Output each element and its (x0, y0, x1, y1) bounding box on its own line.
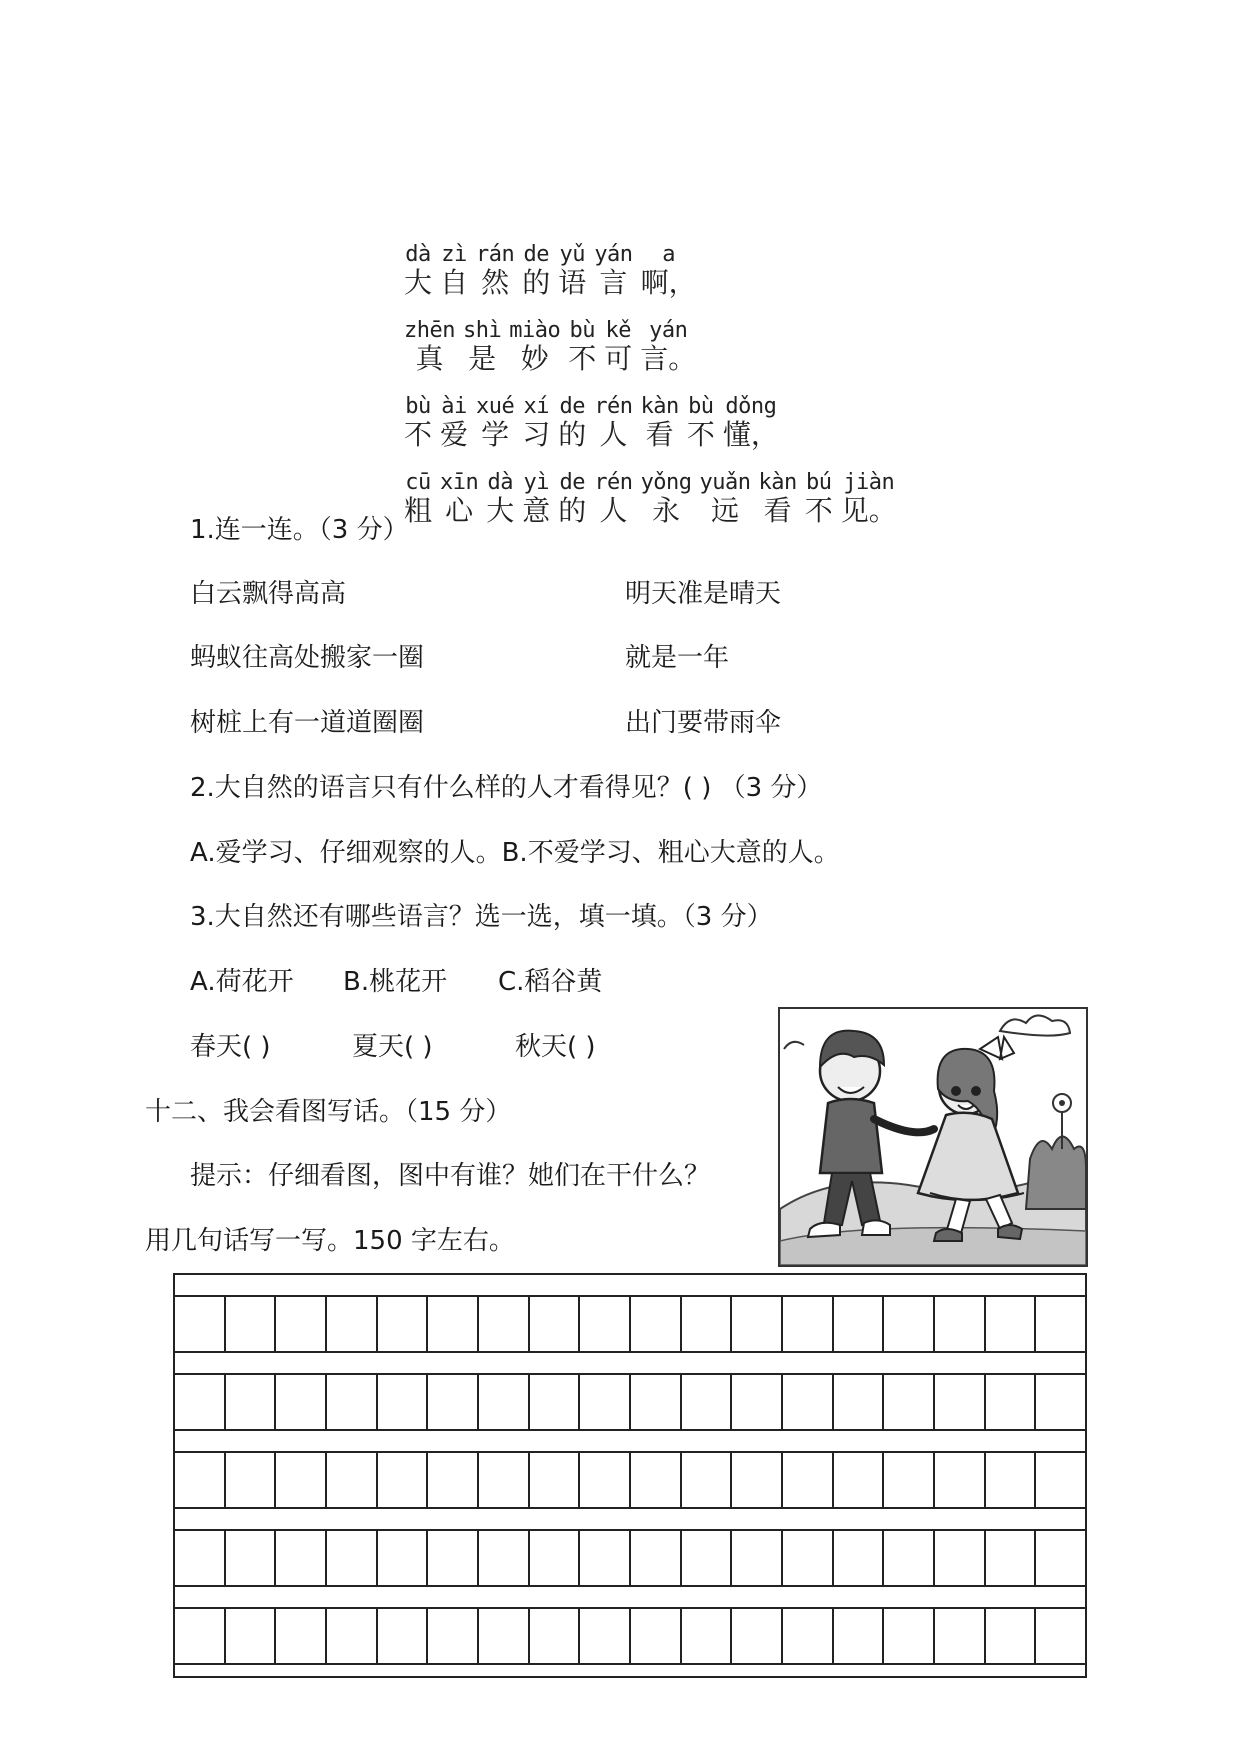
q3-blank-spring: 春天( ) (190, 1032, 271, 1062)
writing-cell[interactable] (834, 1297, 885, 1351)
pinyin: jiàn (843, 470, 895, 495)
poem-syllable (440, 395, 468, 451)
writing-cell[interactable] (935, 1453, 986, 1507)
hanzi: 不 (804, 494, 833, 527)
pinyin: shì (462, 318, 502, 343)
hanzi: 不 (404, 418, 433, 451)
writing-cell[interactable] (884, 1453, 935, 1507)
writing-cell[interactable] (479, 1297, 530, 1351)
poem-syllable (522, 471, 550, 527)
pinyin: bù (569, 318, 595, 343)
writing-cell[interactable] (783, 1609, 834, 1663)
pinyin: de (523, 242, 550, 267)
pinyin: yán (649, 318, 688, 343)
writing-cell[interactable] (530, 1453, 581, 1507)
poem (404, 243, 1024, 547)
writing-cell[interactable] (732, 1609, 783, 1663)
writing-cell[interactable] (428, 1453, 479, 1507)
pinyin: rán (476, 242, 515, 267)
hanzi: 粗 (404, 494, 433, 527)
poem-syllable (476, 395, 514, 451)
pinyin: yì (523, 470, 550, 495)
hanzi: 妙 (520, 342, 549, 375)
q3-title: 3.大自然还有哪些语言？选一选，填一填。（3 分） (190, 902, 773, 932)
writing-cell[interactable] (1036, 1297, 1085, 1351)
hanzi: 大 (486, 494, 515, 527)
poem-syllable (440, 243, 468, 299)
writing-cell[interactable] (834, 1375, 885, 1429)
pinyin: xí (523, 394, 550, 419)
writing-cell[interactable] (276, 1297, 327, 1351)
hanzi: 看 (763, 494, 792, 527)
pinyin: a (662, 242, 675, 267)
writing-cell[interactable] (580, 1531, 631, 1585)
writing-cell[interactable] (276, 1609, 327, 1663)
writing-grid-row (175, 1373, 1085, 1431)
pinyin: de (559, 394, 586, 419)
pinyin: yán (594, 242, 633, 267)
writing-cell[interactable] (682, 1531, 733, 1585)
writing-cell[interactable] (783, 1531, 834, 1585)
hanzi: 的 (522, 266, 551, 299)
writing-cell[interactable] (1036, 1609, 1085, 1663)
writing-cell[interactable] (378, 1609, 429, 1663)
section12-hint-cont: 用几句话写一写。150 字左右。 (145, 1226, 515, 1256)
writing-cell[interactable] (175, 1531, 226, 1585)
pinyin: xīn (440, 470, 479, 495)
writing-cell[interactable] (226, 1531, 277, 1585)
writing-grid-row (175, 1529, 1085, 1587)
q1-left-item: 白云飘得高高 (190, 579, 347, 609)
writing-cell[interactable] (378, 1453, 429, 1507)
children-drawing (780, 1009, 1086, 1265)
hanzi: 言。 (640, 342, 697, 375)
hanzi: 习 (522, 418, 551, 451)
writing-cell[interactable] (783, 1375, 834, 1429)
writing-cell[interactable] (732, 1453, 783, 1507)
writing-cell[interactable] (327, 1453, 378, 1507)
writing-cell[interactable] (1036, 1531, 1085, 1585)
hanzi: 懂， (722, 418, 779, 451)
writing-cell[interactable] (175, 1609, 226, 1663)
writing-cell[interactable] (226, 1609, 277, 1663)
q3-option-b: B.桃花开 (343, 967, 448, 997)
poem-syllable (723, 395, 779, 451)
writing-cell[interactable] (682, 1453, 733, 1507)
q1-right-item: 出门要带雨伞 (625, 708, 782, 738)
hanzi: 远 (711, 494, 740, 527)
pinyin: dà (405, 242, 431, 267)
writing-cell[interactable] (479, 1453, 530, 1507)
pinyin: miào (509, 318, 561, 343)
hanzi: 言 (599, 266, 628, 299)
poem-line (404, 243, 1024, 299)
writing-cell[interactable] (631, 1375, 682, 1429)
writing-cell[interactable] (175, 1375, 226, 1429)
poem-syllable (522, 243, 550, 299)
q2-title: 2.大自然的语言只有什么样的人才看得见？( ) （3 分） (190, 773, 823, 803)
writing-cell[interactable] (530, 1297, 581, 1351)
writing-grid-row (175, 1451, 1085, 1509)
hanzi: 不 (568, 342, 597, 375)
writing-cell[interactable] (682, 1609, 733, 1663)
writing-cell[interactable] (834, 1531, 885, 1585)
writing-cell[interactable] (327, 1375, 378, 1429)
writing-cell[interactable] (732, 1375, 783, 1429)
writing-cell[interactable] (1036, 1375, 1085, 1429)
section12-title: 十二、我会看图写话。（15 分） (145, 1097, 512, 1127)
writing-cell[interactable] (226, 1375, 277, 1429)
writing-cell[interactable] (834, 1609, 885, 1663)
writing-cell[interactable] (580, 1453, 631, 1507)
writing-cell[interactable] (986, 1375, 1037, 1429)
poem-syllable (641, 471, 692, 527)
hanzi: 学 (481, 418, 510, 451)
poem-syllable (604, 319, 632, 375)
writing-cell[interactable] (378, 1375, 429, 1429)
writing-cell[interactable] (479, 1375, 530, 1429)
hanzi: 爱 (440, 418, 469, 451)
writing-cell[interactable] (327, 1297, 378, 1351)
pinyin: ài (441, 394, 467, 419)
pinyin: rén (594, 470, 633, 495)
writing-cell[interactable] (428, 1531, 479, 1585)
writing-cell[interactable] (834, 1453, 885, 1507)
writing-cell[interactable] (682, 1297, 733, 1351)
writing-cell[interactable] (530, 1609, 581, 1663)
pinyin: dà (487, 470, 514, 495)
poem-syllable (558, 243, 586, 299)
writing-cell[interactable] (226, 1453, 277, 1507)
writing-cell[interactable] (530, 1531, 581, 1585)
hanzi: 永 (652, 494, 681, 527)
pinyin: de (559, 470, 586, 495)
poem-syllable (558, 395, 586, 451)
pinyin: kě (605, 318, 631, 343)
writing-cell[interactable] (479, 1609, 530, 1663)
hanzi: 自 (440, 266, 469, 299)
poem-syllable (805, 471, 833, 527)
poem-line (404, 471, 1024, 527)
hanzi: 可 (604, 342, 633, 375)
pinyin: zì (441, 242, 467, 267)
q1-left-item: 蚂蚁往高处搬家一圈 (190, 643, 425, 673)
pinyin: xué (476, 394, 515, 419)
hanzi: 意 (522, 494, 551, 527)
pinyin: dǒng (725, 394, 777, 419)
hanzi: 语 (558, 266, 587, 299)
writing-cell[interactable] (783, 1297, 834, 1351)
pinyin: yuǎn (699, 470, 751, 495)
writing-cell[interactable] (682, 1375, 733, 1429)
writing-cell[interactable] (378, 1531, 429, 1585)
writing-cell[interactable] (935, 1297, 986, 1351)
q1-title: 1.连一连。（3 分） (190, 515, 409, 545)
poem-syllable (759, 471, 797, 527)
hanzi: 的 (558, 494, 587, 527)
writing-cell[interactable] (327, 1531, 378, 1585)
hanzi: 不 (686, 418, 715, 451)
pinyin: yǒng (640, 470, 692, 495)
writing-cell[interactable] (327, 1609, 378, 1663)
poem-syllable (700, 471, 751, 527)
writing-cell[interactable] (479, 1531, 530, 1585)
section12-hint: 提示：仔细看图，图中有谁？她们在干什么？ (190, 1161, 711, 1191)
writing-cell[interactable] (986, 1531, 1037, 1585)
writing-cell[interactable] (276, 1375, 327, 1429)
hanzi: 人 (599, 418, 628, 451)
poem-syllable (404, 243, 432, 299)
hanzi: 然 (481, 266, 510, 299)
writing-cell[interactable] (276, 1453, 327, 1507)
writing-grid-row (175, 1295, 1085, 1353)
writing-cell[interactable] (884, 1609, 935, 1663)
poem-syllable (522, 395, 550, 451)
poem-syllable (641, 243, 697, 299)
writing-cell[interactable] (631, 1531, 682, 1585)
pinyin: bú (806, 470, 832, 495)
poem-syllable (568, 319, 596, 375)
hanzi: 大 (404, 266, 433, 299)
writing-cell[interactable] (631, 1453, 682, 1507)
poem-syllable (486, 471, 514, 527)
q3-option-a: A.荷花开 (190, 967, 294, 997)
poem-syllable (594, 471, 632, 527)
hanzi: 人 (599, 494, 628, 527)
writing-cell[interactable] (732, 1297, 783, 1351)
poem-syllable (594, 243, 632, 299)
hanzi: 心 (445, 494, 474, 527)
writing-cell[interactable] (175, 1453, 226, 1507)
q3-blank-autumn: 秋天( ) (515, 1032, 596, 1062)
hanzi: 看 (645, 418, 674, 451)
q1-right-item: 明天准是晴天 (625, 579, 782, 609)
hanzi: 真 (415, 342, 444, 375)
writing-cell[interactable] (580, 1375, 631, 1429)
writing-cell[interactable] (935, 1609, 986, 1663)
poem-line (404, 319, 1024, 375)
poem-syllable (463, 319, 501, 375)
poem-syllable (509, 319, 560, 375)
writing-cell[interactable] (428, 1375, 479, 1429)
writing-cell[interactable] (884, 1297, 935, 1351)
hanzi: 是 (468, 342, 497, 375)
pinyin: yǔ (559, 242, 586, 267)
q1-left-item: 树桩上有一道道圈圈 (190, 708, 425, 738)
poem-syllable (558, 471, 586, 527)
q1-right-item: 就是一年 (625, 643, 730, 673)
writing-cell[interactable] (428, 1609, 479, 1663)
q3-blank-summer: 夏天( ) (352, 1032, 433, 1062)
poem-syllable (640, 319, 696, 375)
writing-cell[interactable] (986, 1609, 1037, 1663)
q3-option-c: C.稻谷黄 (498, 967, 603, 997)
writing-cell[interactable] (580, 1297, 631, 1351)
writing-cell[interactable] (226, 1297, 277, 1351)
writing-cell[interactable] (935, 1375, 986, 1429)
poem-syllable (476, 243, 514, 299)
poem-syllable (440, 471, 478, 527)
writing-cell[interactable] (884, 1531, 935, 1585)
writing-cell[interactable] (732, 1531, 783, 1585)
pinyin: kàn (640, 394, 679, 419)
poem-syllable (641, 395, 679, 451)
writing-cell[interactable] (530, 1375, 581, 1429)
q2-options: A.爱学习、仔细观察的人。B.不爱学习、粗心大意的人。 (190, 838, 840, 868)
poem-syllable (841, 471, 897, 527)
pinyin: cū (405, 470, 431, 495)
writing-grid (173, 1273, 1087, 1678)
writing-cell[interactable] (884, 1375, 935, 1429)
writing-cell[interactable] (428, 1297, 479, 1351)
poem-syllable (404, 319, 455, 375)
pinyin: zhēn (404, 318, 455, 343)
poem-syllable (404, 395, 432, 451)
pinyin: rén (594, 394, 633, 419)
children-illustration (778, 1007, 1088, 1267)
writing-cell[interactable] (631, 1609, 682, 1663)
writing-grid-row (175, 1607, 1085, 1665)
poem-syllable (594, 395, 632, 451)
writing-cell[interactable] (935, 1531, 986, 1585)
writing-cell[interactable] (986, 1453, 1037, 1507)
writing-cell[interactable] (175, 1297, 226, 1351)
hanzi: 见。 (840, 494, 897, 527)
writing-cell[interactable] (1036, 1453, 1085, 1507)
writing-cell[interactable] (986, 1297, 1037, 1351)
pinyin: bù (688, 394, 714, 419)
pinyin: bù (405, 394, 431, 419)
writing-cell[interactable] (378, 1297, 429, 1351)
hanzi: 的 (558, 418, 587, 451)
poem-syllable (687, 395, 715, 451)
hanzi: 啊， (640, 266, 697, 299)
writing-cell[interactable] (276, 1531, 327, 1585)
writing-cell[interactable] (631, 1297, 682, 1351)
writing-cell[interactable] (783, 1453, 834, 1507)
writing-cell[interactable] (580, 1609, 631, 1663)
pinyin: kàn (758, 470, 797, 495)
poem-line (404, 395, 1024, 451)
